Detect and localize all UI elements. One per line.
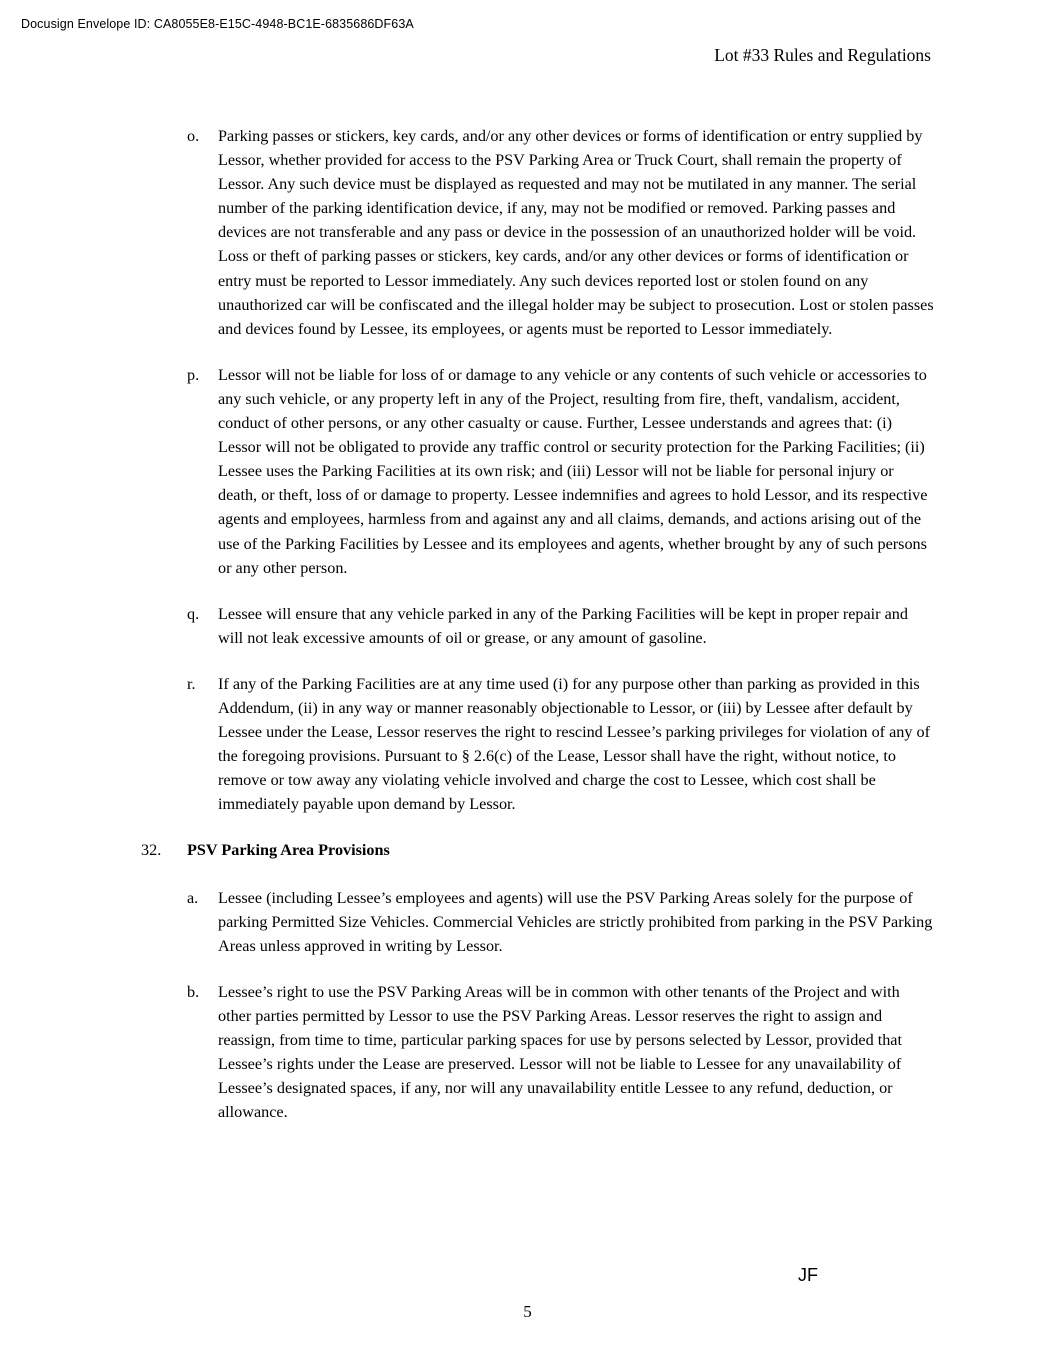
list-marker: q.: [187, 604, 200, 623]
page-number: 5: [523, 1302, 532, 1321]
list-item-a: [187, 886, 934, 958]
list-item-p: [187, 363, 934, 580]
signer-initials: JF: [798, 1265, 818, 1285]
list-item-q: [187, 602, 934, 650]
section-number: 32.: [141, 841, 162, 860]
list-marker: r.: [187, 674, 196, 693]
list-item-text: If any of the Parking Facilities are at any time used (i) for any purpose other than parking as provided in this Addendum, (ii) in any way or manner reasonably objectionable to Lessor, or (iii) by Lessee after default by Lessee under the Lease, Lessor reserves the right to rescind Lessee’s parking privileges for violation of any of the foregoing provisions. Pursuant to § 2.6(c) of the Lease, Lessor shall have the right, without notice, to remove or tow away any violating vehicle involved and charge the cost to Lessee, which cost shall be immediately payable upon demand by Lessor.: [218, 674, 931, 814]
list-marker: p.: [187, 365, 200, 384]
list-item-text: Lessor will not be liable for loss of or damage to any vehicle or any contents of such vehicle or accessories to any such vehicle, or any property left in any of the Project, resulting from fire, theft, vandalism, accident, conduct of other persons, or any other casualty or cause. Further, Lessee understands and agrees that: (i) Lessor will not be obligated to provide any traffic control or security protection for the Parking Facilities; (ii) Lessee uses the Parking Facilities at its own risk; and (iii) Lessor will not be liable for personal injury or death, or theft, loss of or damage to property. Lessee indemnifies and agrees to hold Lessor, and its respective agents and employees, harmless from and against any and all claims, demands, and actions arising out of the use of the Parking Facilities by Lessee and its employees and agents, whether brought by any of such persons or any other person.: [218, 365, 928, 577]
section-heading: [141, 838, 1055, 862]
list-item-text: Lessee (including Lessee’s employees and agents) will use the PSV Parking Areas solely for the purpose of parking Permitted Size Vehicles. Commercial Vehicles are strictly prohibited from parking in the PSV Parking Areas unless approved in writing by Lessor.: [218, 888, 933, 955]
list-item-text: Parking passes or stickers, key cards, and/or any other devices or forms of identification or entry supplied by Lessor, whether provided for access to the PSV Parking Area or Truck Court, shall remain the property of Lessor. Any such device must be displayed as requested and may not be mutilated in any manner. The serial number of the parking identification device, if any, may not be modified or removed. Parking passes and devices are not transferable and any pass or device in the possession of an unauthorized holder will be void. Loss or theft of parking passes or stickers, key cards, and/or any other devices or forms of identification or entry must be reported to Lessor immediately. Any such devices reported lost or stolen found on any unauthorized car will be confiscated and the illegal holder may be subject to prosecution. Lost or stolen passes and devices found by Lessee, its employees, or agents must be reported to Lessor immediately.: [218, 127, 934, 338]
list-item-r: [187, 672, 934, 817]
list-item-b: [187, 980, 934, 1125]
page-header-title: Lot #33 Rules and Regulations: [714, 45, 931, 65]
list-marker: a.: [187, 888, 199, 907]
list-marker: o.: [187, 127, 200, 145]
docusign-envelope-id: Docusign Envelope ID: CA8055E8-E15C-4948-BC1E-6835686DF63A: [21, 17, 414, 31]
list-item-text: Lessee’s right to use the PSV Parking Areas will be in common with other tenants of the Project and with other parties permitted by Lessor to use the PSV Parking Areas. Lessor reserves the right to assign and reassign, from time to time, particular parking spaces for use by persons selected by Lessor, provided that Lessee’s rights under the Lease are preserved. Lessor will not be liable to Lessee for any unavailability of Lessee’s designated spaces, if any, nor will any unavailability entitle Lessee to any refund, deduction, or allowance.: [218, 982, 902, 1122]
list-item-text: Lessee will ensure that any vehicle parked in any of the Parking Facilities will be kept in proper repair and will not leak excessive amounts of oil or grease, or any amount of gasoline.: [218, 604, 908, 647]
list-item-o: [187, 124, 934, 341]
section-title: PSV Parking Area Provisions: [187, 841, 390, 860]
document-body: [0, 124, 1055, 1146]
list-marker: b.: [187, 982, 200, 1001]
